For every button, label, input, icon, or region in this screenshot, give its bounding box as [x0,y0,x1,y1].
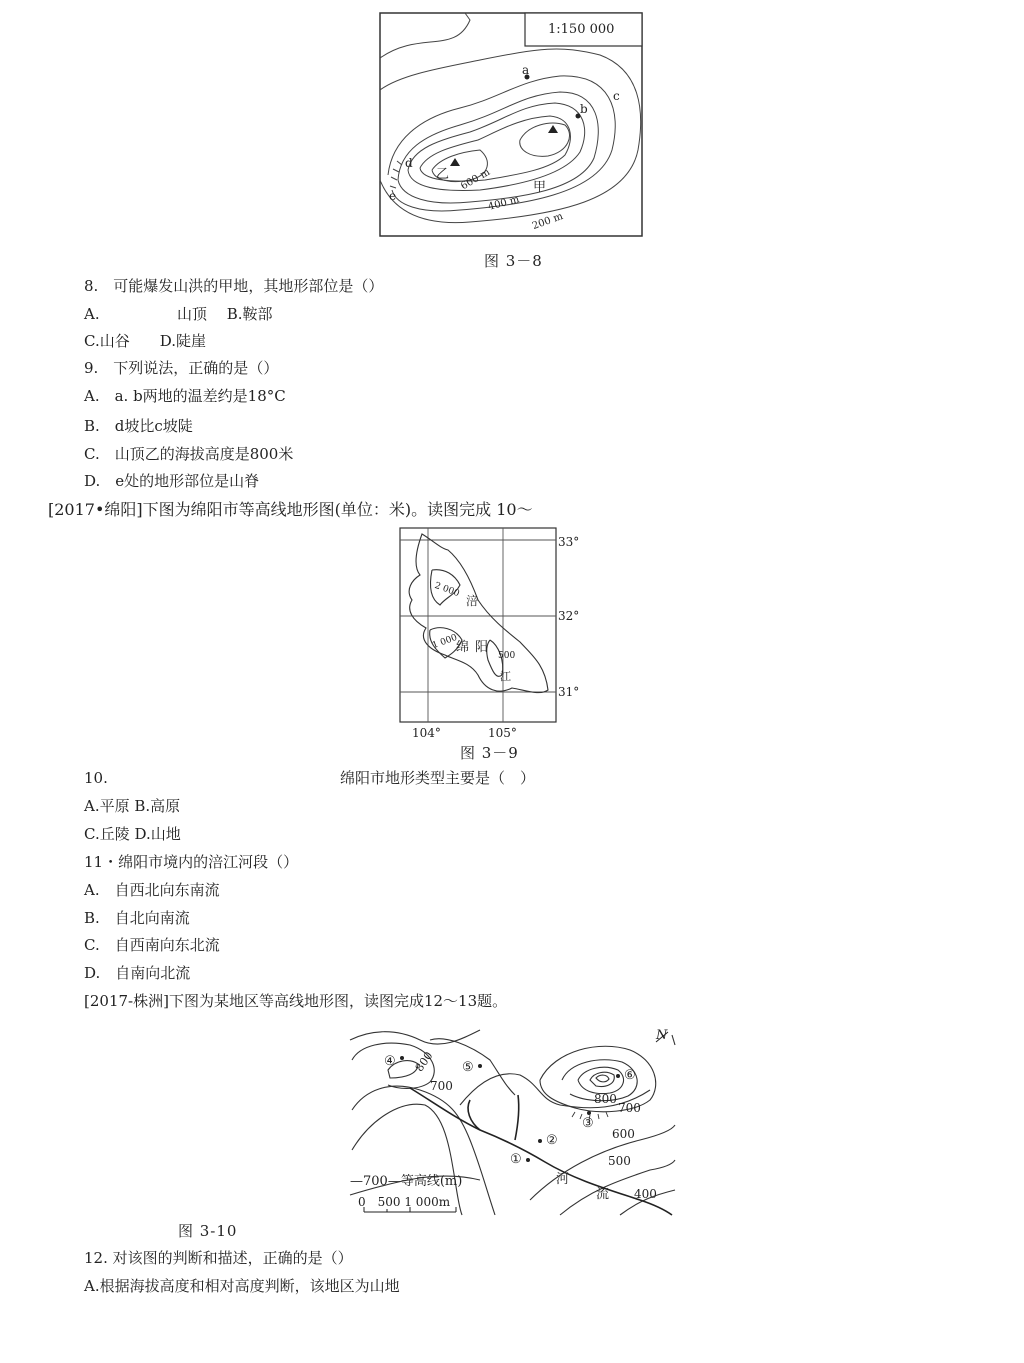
fig310-river-he: 河 [556,1172,570,1187]
fig310-point-6: ⑥ [624,1068,636,1083]
q8-stem: 8. 可能爆发山洪的甲地，其地形部位是（） [84,277,384,295]
fig39-place-jiang: 江 [500,670,511,683]
q11-option-a: A. 自西北向东南流 [84,881,220,899]
q9-option-b: B. d坡比c坡陡 [84,417,193,435]
fig310-contour-600: 600 [612,1127,635,1141]
fig310-contour-400: 400 [634,1187,657,1201]
fig39-caption: 图 3－9 [460,744,519,762]
fig38-contour-600: 600 m [459,166,493,193]
fig38-caption: 图 3－8 [484,252,543,270]
q10-number: 10. [84,769,108,787]
fig38-label-jia: 甲 [533,180,547,195]
fig310-point-2: ② [546,1133,558,1148]
fig39-lon-104: 104° [412,726,441,740]
fig39-place-yang: 阳 [475,640,489,655]
fig310-contour-700-left: 700 [430,1079,453,1093]
q10-option-ab: A.平原 B.高原 [84,797,181,815]
fig39-contour-2000: 2 000 [433,580,461,600]
fig38-label-yi: 乙 [436,167,450,182]
fig38-label-d: d [405,156,413,170]
fig310-contour-500: 500 [608,1154,631,1168]
fig39-lat-31: 31° [558,685,580,699]
fig310-legend-contour: —700—等高线(m) [350,1174,463,1189]
fig310-contour-700-right: 700 [618,1101,641,1115]
q11-option-c: C. 自西南向东北流 [84,936,220,954]
q12-stem: 12. 对该图的判断和描述，正确的是（） [84,1249,353,1267]
fig38-contour-200: 200 m [530,210,565,233]
fig310-caption: 图 3-10 [178,1222,238,1240]
fig38-label-e: e [389,189,397,203]
q9-stem: 9. 下列说法，正确的是（） [84,359,279,377]
intro-zhuzhou: [2017-株洲]下图为某地区等高线地形图，读图完成12～13题。 [84,992,508,1010]
fig310-river-liu: 流 [596,1187,610,1202]
q8-option-ab: 山顶 B.鞍部 [177,305,273,323]
fig310-contour-800-right: 800 [594,1092,617,1106]
q9-option-d: D. e处的地形部位是山脊 [84,472,260,490]
q10-option-cd: C.丘陵 D.山地 [84,825,181,843]
fig310-point-3: ③ [582,1116,594,1131]
fig39-contour-500: 500 [498,651,516,661]
fig39-lat-33: 33° [558,535,580,549]
q11-option-d: D. 自南向北流 [84,964,191,982]
fig310-point-5: ⑤ [462,1060,474,1075]
fig39-lon-105: 105° [488,726,517,740]
fig310-point-1: ① [510,1152,522,1167]
q9-option-a: A. a. b两地的温差约是18°C [84,387,286,405]
fig39-place-fu: 涪 [466,594,479,608]
q11-option-b: B. 自北向南流 [84,909,190,927]
fig39-lat-32: 32° [558,609,580,623]
fig38-contour-400: 400 m [486,194,521,213]
fig38-label-c: c [613,89,620,103]
q9-option-c: C. 山顶乙的海拔高度是800米 [84,445,294,463]
fig38-label-a: a [522,63,530,77]
q11-stem: 11・绵阳市境内的涪江河段（） [84,853,299,871]
fig39-place-mian: 绵 [456,640,470,655]
fig310-point-4: ④ [384,1054,396,1069]
fig38-label-b: b [580,102,588,116]
q8-option-a-prefix: A. [84,305,100,323]
fig310-contour-800-left: 800 [412,1049,436,1075]
fig310-north: N [656,1028,668,1043]
fig310-legend-scale: 0 500 1 000m [358,1195,451,1209]
fig39-contour-1000: 1 000 [431,632,459,652]
q10-stem: 绵阳市地形类型主要是（ ） [340,769,536,787]
intro-mianyang: [2017•绵阳]下图为绵阳市等高线地形图(单位：米)。读图完成 10～ [48,500,533,519]
q8-option-cd: C.山谷 D.陡崖 [84,332,206,350]
fig38-scale: 1:150 000 [548,22,615,37]
q12-option-a: A.根据海拔高度和相对高度判断，该地区为山地 [84,1277,400,1295]
